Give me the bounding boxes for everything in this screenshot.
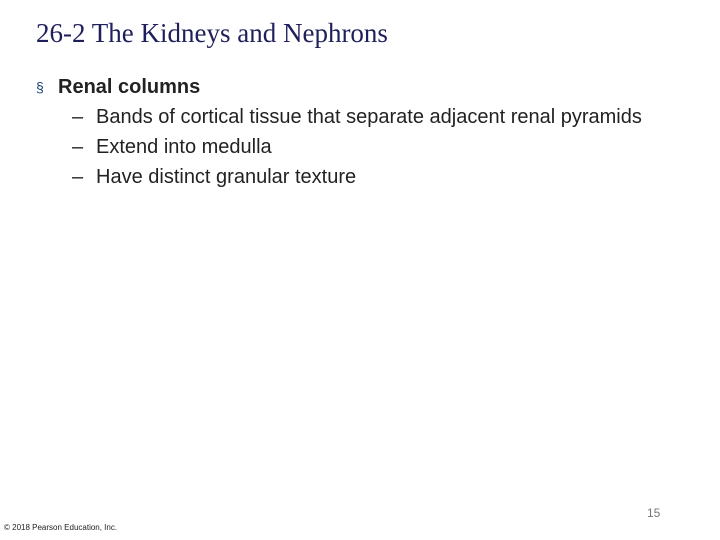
subbullet-dash: – [72, 106, 84, 128]
subbullet-dash: – [72, 166, 84, 188]
bullet-text: Renal columns [58, 76, 201, 98]
subbullet-text: Extend into medulla [96, 136, 272, 158]
subbullet-bands-of-cortical-tissue [36, 102, 676, 132]
bullet-renal-columns [36, 72, 676, 102]
copyright-footer: © 2018 Pearson Education, Inc. [4, 523, 118, 532]
subbullet-extend-into-medulla [36, 132, 676, 162]
subbullet-text: Have distinct granular texture [96, 166, 357, 188]
slide-content [36, 72, 676, 192]
subbullet-text: Bands of cortical tissue that separate adjacent renal pyramids [96, 106, 642, 128]
page-number: 15 [647, 506, 661, 520]
bullet-marker-icon: § [36, 79, 44, 95]
subbullet-granular-texture [36, 162, 676, 192]
slide-title: 26-2 The Kidneys and Nephrons [36, 18, 388, 48]
subbullet-dash: – [72, 136, 84, 158]
